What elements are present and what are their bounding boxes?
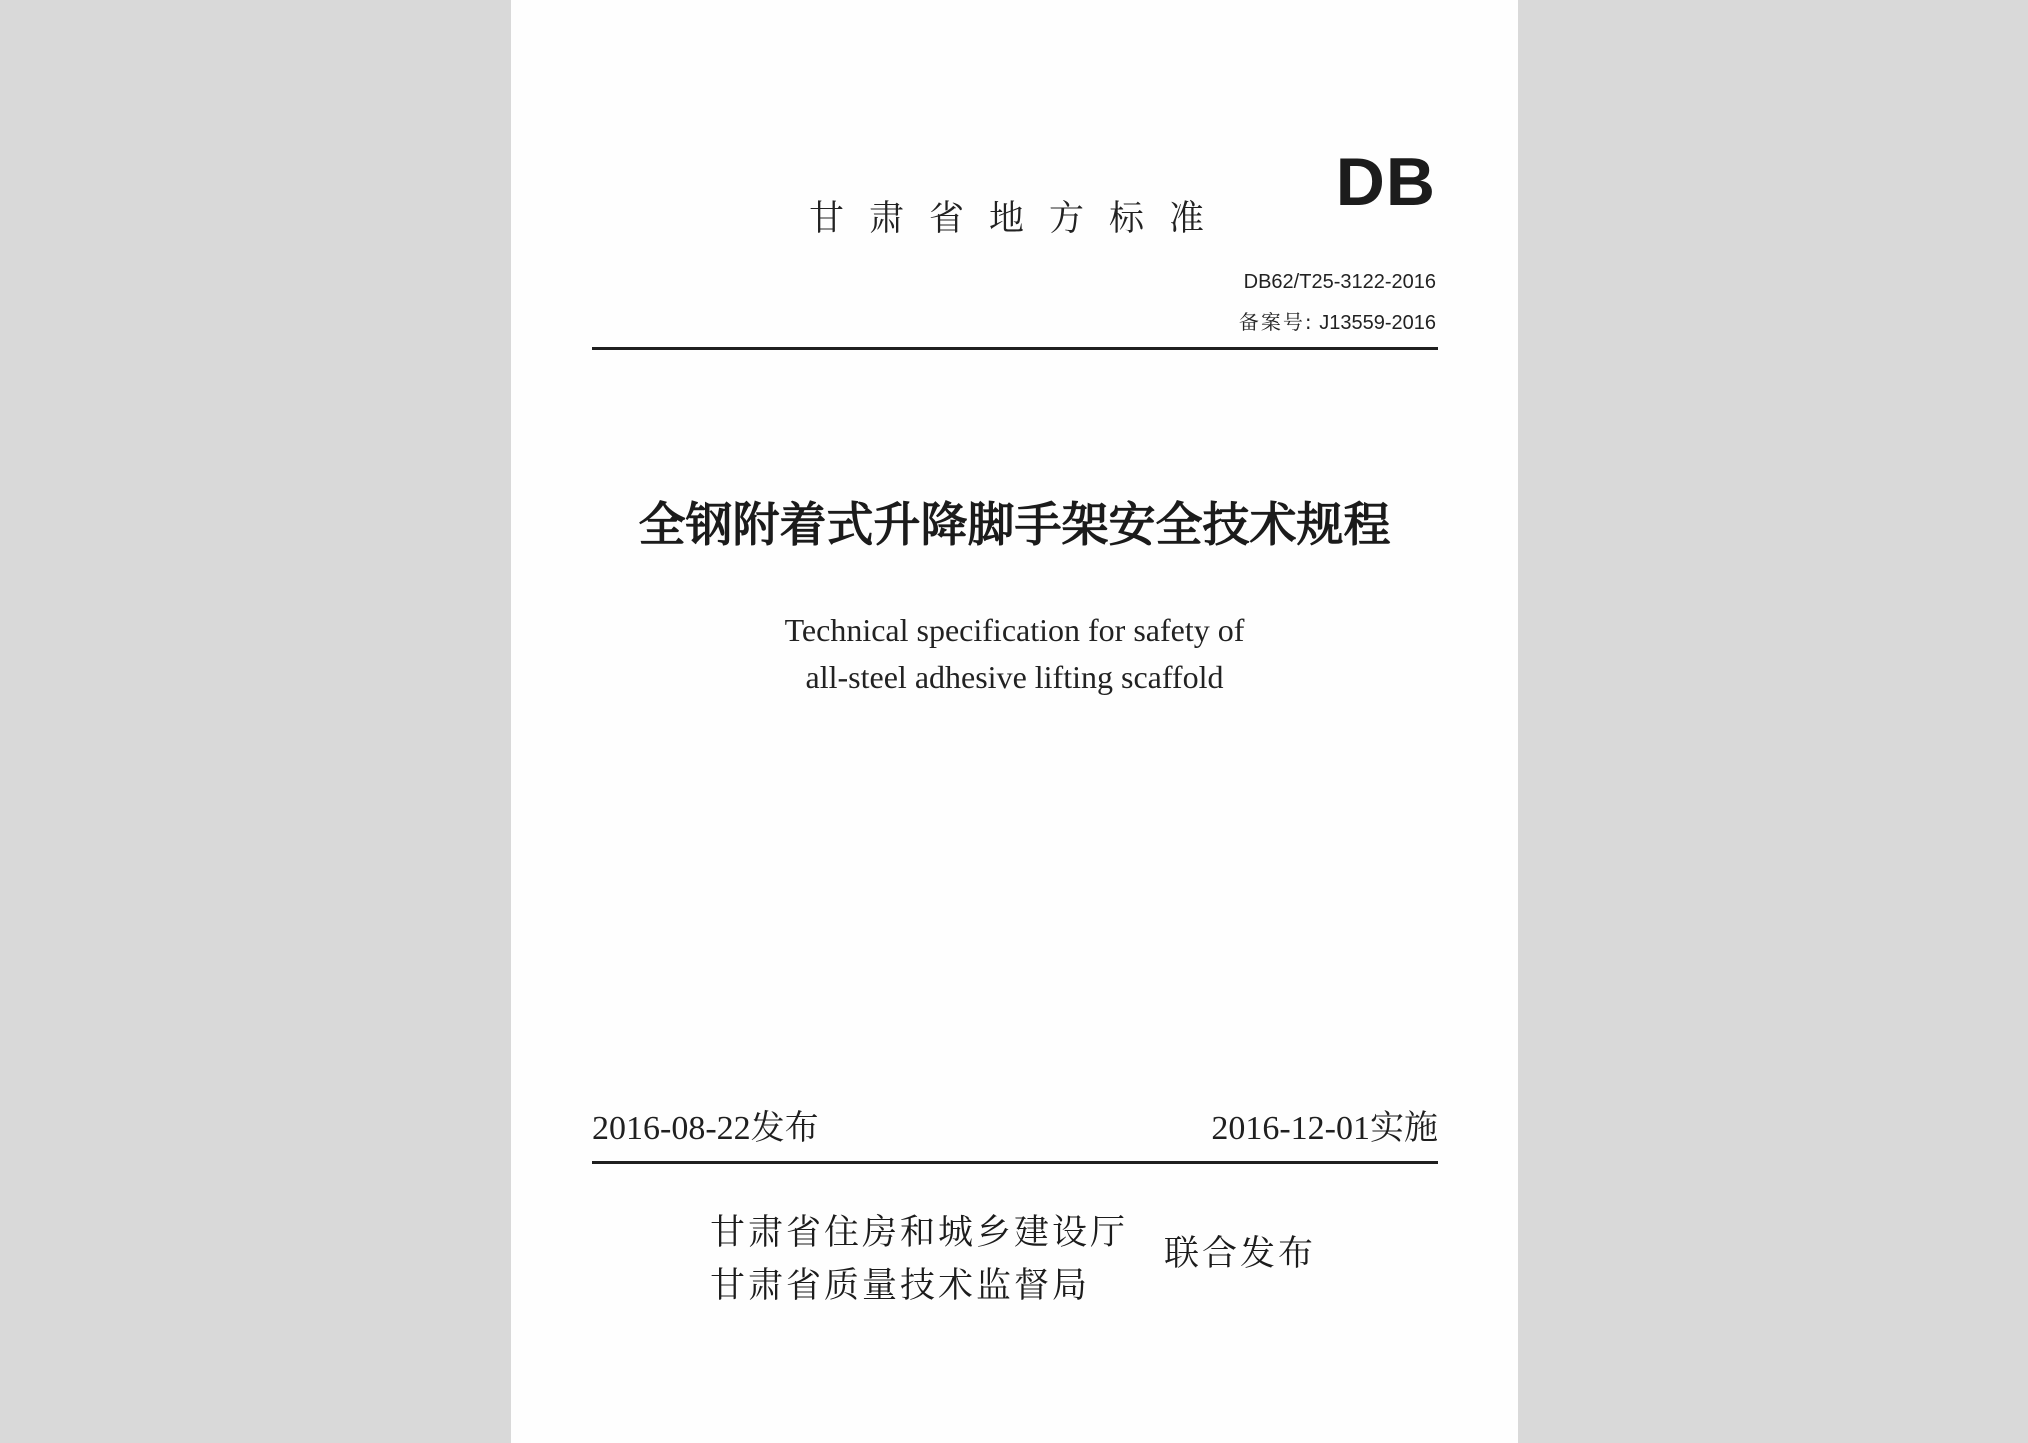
joint-release-label: 联合发布	[1164, 1234, 1317, 1274]
english-title-line-1: Technical specification for safety of	[784, 612, 1245, 648]
issuing-organizations	[710, 1207, 1128, 1313]
record-number-value: J13559-2016	[1319, 312, 1436, 334]
top-divider	[592, 347, 1438, 350]
issue-date: 2016-08-22发布	[592, 1110, 819, 1147]
record-number-label: 备案号:	[1238, 310, 1314, 334]
english-title-line-2: all-steel adhesive lifting scaffold	[805, 659, 1224, 695]
issuer-housing-department: 甘肃省住房和城乡建设厅	[710, 1213, 1129, 1253]
standard-type-heading: 甘肃省地方标准	[809, 199, 1230, 239]
record-number	[1239, 312, 1436, 333]
standard-code: DB62/T25-3122-2016	[1243, 271, 1436, 293]
document-cover-page	[511, 0, 1518, 1443]
implementation-date: 2016-12-01实施	[1211, 1110, 1438, 1147]
chinese-title: 全钢附着式升降脚手架安全技术规程	[638, 498, 1391, 553]
english-title	[511, 607, 1518, 701]
issuer-quality-bureau: 甘肃省质量技术监督局	[710, 1266, 1091, 1306]
standard-category-mark: DB	[1335, 144, 1436, 220]
bottom-divider	[592, 1161, 1438, 1164]
